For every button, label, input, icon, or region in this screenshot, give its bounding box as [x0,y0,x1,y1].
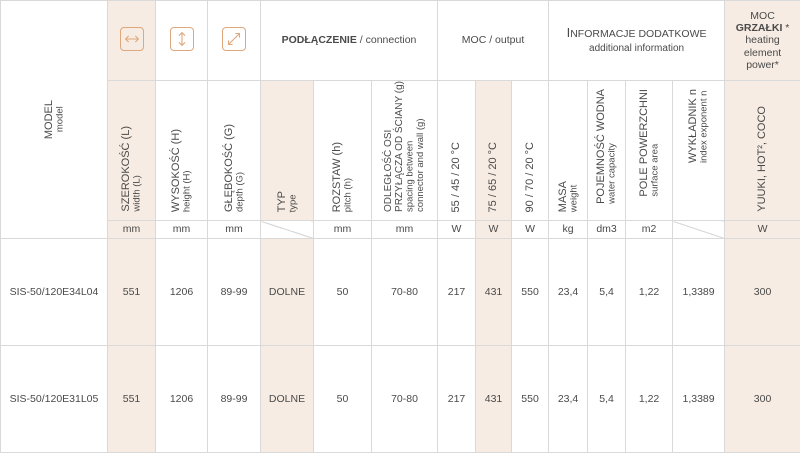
mass-sublabel: weight [569,181,580,212]
output-1-unit: W [438,221,476,239]
mass-column-header [549,81,588,221]
type-column-header [261,81,314,221]
model-header-label: MODEL [43,100,55,139]
surface-label: POLE POWERZCHNI [638,89,650,197]
output-3-cell: 550 [512,346,549,453]
model-header-sublabel: model [55,100,66,139]
height-cell: 1206 [156,239,208,346]
model-header [1,1,108,239]
mass-cell: 23,4 [549,239,588,346]
output-sublabel: / output [486,34,524,46]
heater-group-header [725,1,800,81]
depth-sublabel: depth (G) [235,124,246,212]
heater-unit: W [725,221,800,239]
width-icon-cell [108,1,156,81]
surface-unit: m2 [626,221,673,239]
table-row [1,239,800,346]
output-2-label: 75 / 65 / 20 °C [487,142,499,212]
pitch-unit: mm [314,221,372,239]
output-3-cell: 550 [512,239,549,346]
capacity-cell: 5,4 [588,346,626,453]
spacing-cell: 70-80 [372,239,438,346]
output-1-cell: 217 [438,239,476,346]
exponent-column-header [673,81,725,221]
output-1-label: 55 / 45 / 20 °C [450,142,462,212]
capacity-label: POJEMNOŚĆ WODNA [595,89,607,204]
spacing-label-2: PRZYŁĄCZA OD ŚCIANY (g) [394,81,405,212]
surface-cell: 1,22 [626,346,673,453]
heater-label-3: heating [725,34,800,46]
output-2-cell: 431 [476,239,512,346]
output-3-column-header [512,81,549,221]
exponent-label: WYKŁADNIK n [687,89,699,163]
height-label: WYSOKOŚĆ (H) [170,129,182,212]
depth-cell: 89-99 [208,346,261,453]
diagonal-arrow-icon [222,27,246,51]
connection-group-header [261,1,438,81]
model-cell: SIS-50/120E31L05 [1,346,108,453]
width-column-header [108,81,156,221]
width-unit: mm [108,221,156,239]
model-cell: SIS-50/120E34L04 [1,239,108,346]
spacing-column-header [372,81,438,221]
output-3-unit: W [512,221,549,239]
exponent-sublabel: index exponent n [699,89,710,163]
heater-label-5: power* [725,59,800,71]
heater-models-label: YUUKI, HOT², COCO [756,106,768,212]
mass-label: MASA [557,181,569,212]
info-label-cap: I [567,25,571,40]
spacing-label-1: ODLEGŁOŚĆ OSI [383,81,394,212]
output-2-unit: W [476,221,512,239]
pitch-label: ROZSTAW (h) [331,142,343,212]
spacing-unit: mm [372,221,438,239]
heater-cell: 300 [725,346,800,453]
surface-sublabel: surface area [650,89,661,197]
output-group-header [438,1,549,81]
exponent-cell: 1,3389 [673,346,725,453]
spacing-sublabel-1: spacing between [405,81,416,212]
height-cell: 1206 [156,346,208,453]
width-cell: 551 [108,239,156,346]
output-label: MOC [462,34,487,46]
connection-sublabel: / connection [357,34,417,46]
table-row [1,346,800,453]
exponent-unit-empty [673,221,725,239]
height-sublabel: height (H) [182,129,193,212]
spacing-cell: 70-80 [372,346,438,453]
info-label: NFORMACJE DODATKOWE [570,28,706,40]
output-2-cell: 431 [476,346,512,453]
heater-cell: 300 [725,239,800,346]
mass-unit: kg [549,221,588,239]
exponent-cell: 1,3389 [673,239,725,346]
output-1-column-header [438,81,476,221]
capacity-unit: dm3 [588,221,626,239]
vertical-arrow-icon [170,27,194,51]
depth-column-header [208,81,261,221]
capacity-column-header [588,81,626,221]
info-group-header [549,1,725,81]
depth-label: GŁĘBOKOŚĆ (G) [223,124,235,212]
surface-column-header [626,81,673,221]
capacity-sublabel: water capacity [607,89,618,204]
heater-label-1: MOC [725,10,800,22]
pitch-cell: 50 [314,239,372,346]
pitch-sublabel: pitch (h) [343,142,354,212]
output-2-column-header [476,81,512,221]
height-column-header [156,81,208,221]
height-unit: mm [156,221,208,239]
info-sublabel: additional information [549,43,724,55]
type-sublabel: type [288,191,299,212]
type-cell: DOLNE [261,239,314,346]
type-unit-empty [261,221,314,239]
capacity-cell: 5,4 [588,239,626,346]
width-sublabel: width (L) [132,126,143,212]
width-label: SZEROKOŚĆ (L) [120,126,132,212]
horizontal-arrow-icon [120,27,144,51]
surface-cell: 1,22 [626,239,673,346]
pitch-column-header [314,81,372,221]
connection-label: PODŁĄCZENIE [282,34,357,46]
spacing-sublabel-2: connector and wall (g) [416,81,427,212]
depth-cell: 89-99 [208,239,261,346]
heater-label-4: element [725,47,800,59]
output-3-label: 90 / 70 / 20 °C [524,142,536,212]
type-cell: DOLNE [261,346,314,453]
depth-icon-cell [208,1,261,81]
pitch-cell: 50 [314,346,372,453]
mass-cell: 23,4 [549,346,588,453]
heater-label-2: GRZAŁKI [736,22,783,34]
depth-unit: mm [208,221,261,239]
height-icon-cell [156,1,208,81]
heater-star: * [782,22,789,34]
output-1-cell: 217 [438,346,476,453]
type-label: TYP [276,191,288,212]
heater-column-header [725,81,800,221]
width-cell: 551 [108,346,156,453]
